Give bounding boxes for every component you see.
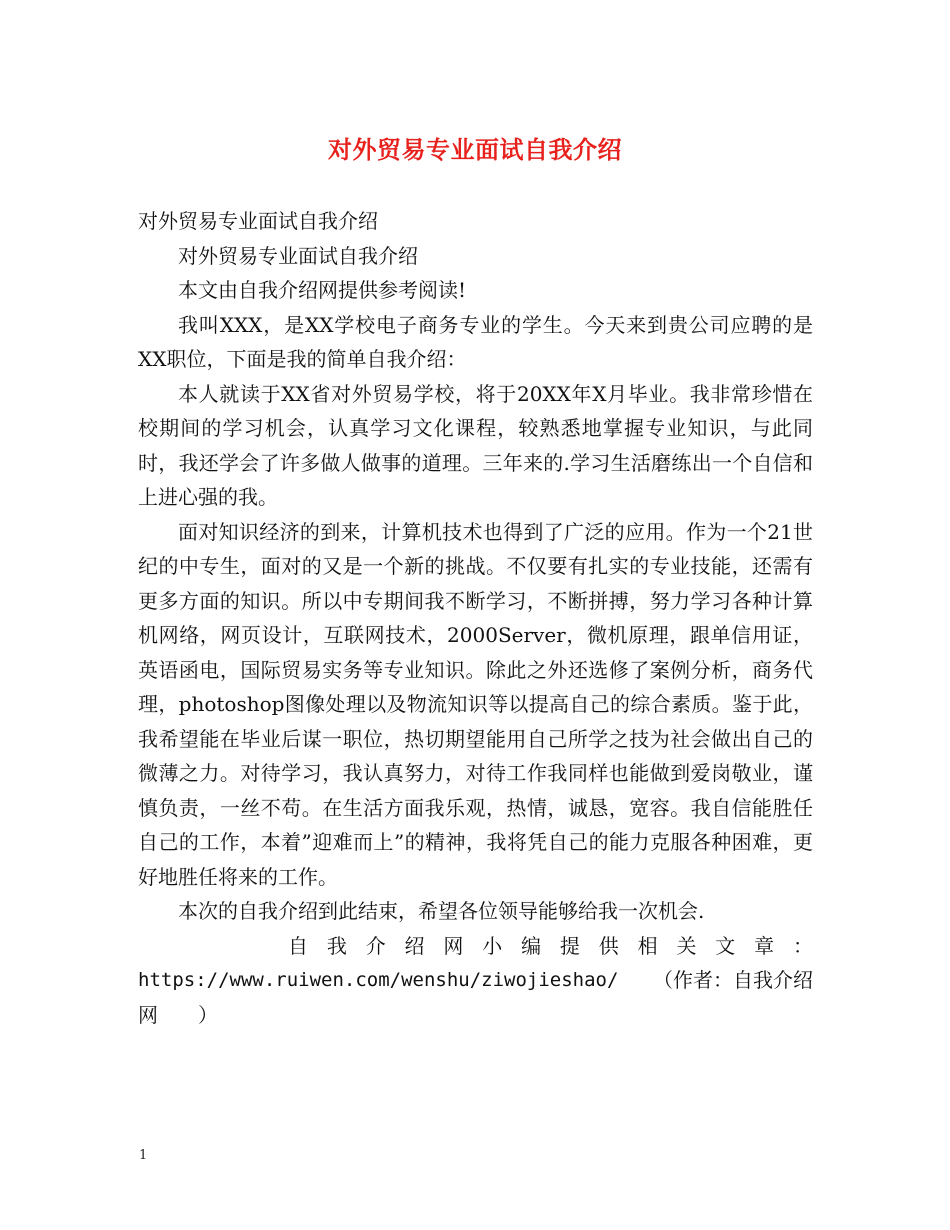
paragraph-subheading: 对外贸易专业面试自我介绍	[178, 243, 418, 268]
paragraph-intro: 我叫XXX，是XX学校电子商务专业的学生。今天来到贵公司应聘的是XX职位，下面是我的简单自我介绍：	[138, 312, 813, 371]
credit-char: 提	[559, 933, 580, 958]
credit-char: 网	[443, 933, 464, 958]
paragraph-skills: 面对知识经济的到来，计算机技术也得到了广泛的应用。作为一个21世纪的中专生，面对的又是一个新的挑战。不仅要有扎实的专业技能，还需有更多方面的知识。所以中专期间我不断学习，不断拼搏，努力学习各种计算机网络，网页设计，互联网技术，2000Server，微机原理，跟单信用证，英语函电，国际贸易实务等专业知识。除此之外还选修了案例分析，商务代理，photoshop图像处理以及物流知识等以提高自己的综合素质。鉴于此，我希望能在毕业后谋一职位，热切期望能用自己所学之技为社会做出自己的微薄之力。对待学习，我认真努力，对待工作我同样也能做到爱岗敬业，谨慎负责，一丝不苟。在生活方面我乐观，热情，诚恳，宽容。我自信能胜任自己的工作，本着”迎难而上”的精神，我将凭自己的能力克服各种困难，更好地胜任将来的工作。	[138, 519, 813, 889]
document-title: 对外贸易专业面试自我介绍	[328, 135, 622, 164]
credit-char: 编	[521, 933, 542, 958]
paragraph-education: 本人就读于XX省对外贸易学校，将于20XX年X月毕业。我非常珍惜在校期间的学习机会，认真学习文化课程，较熟悉地掌握专业知识，与此同时，我还学会了许多做人做事的道理。三年来的.学习生活磨练出一个自信和上进心强的我。	[138, 381, 813, 509]
credit-label-line	[138, 929, 813, 964]
credit-source-line	[138, 963, 813, 998]
credit-char: 文	[715, 933, 736, 958]
credit-char: ：	[792, 933, 813, 958]
credit-char: 章	[754, 933, 775, 958]
credit-char: 关	[676, 933, 697, 958]
document-body	[138, 204, 813, 1032]
credit-char: 我	[326, 933, 347, 958]
credit-char: 小	[482, 933, 503, 958]
paragraph-heading: 对外贸易专业面试自我介绍	[138, 209, 378, 233]
credit-char: 绍	[404, 933, 425, 958]
credit-author-head: （作者：自我介绍	[653, 968, 813, 992]
credit-char: 自	[288, 933, 308, 958]
credit-char: 相	[637, 933, 658, 958]
credit-url[interactable]: https://www.ruiwen.com/wenshu/ziwojieshao/	[138, 969, 619, 991]
credit-author-tail: 网 ）	[138, 1002, 218, 1027]
credit-char: 供	[598, 933, 619, 958]
paragraph-source-note: 本文由自我介绍网提供参考阅读!	[178, 278, 467, 302]
credit-char: 介	[365, 933, 386, 958]
paragraph-closing: 本次的自我介绍到此结束，希望各位领导能够给我一次机会.	[178, 899, 705, 923]
page-number: 1	[139, 1148, 148, 1163]
